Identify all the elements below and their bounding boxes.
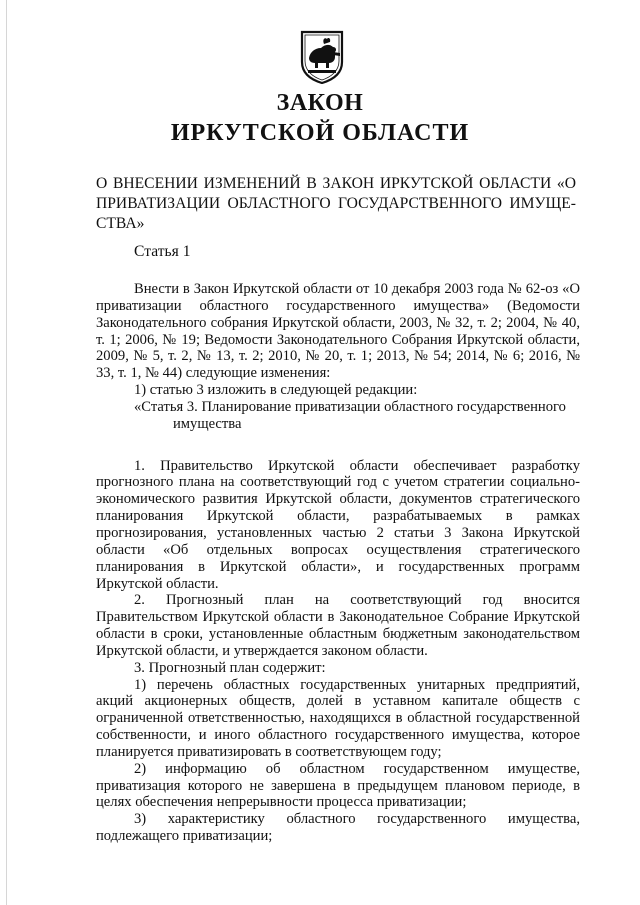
law-title-line2: ИРКУТСКОЙ ОБЛАСТИ bbox=[170, 120, 470, 146]
new-article-heading: «Статья 3. Планирование приватизации областного государственного bbox=[134, 398, 566, 415]
paragraph-2: 2. Прогнозный план на соответствующий год вносится Правительством Иркутской области в Законодательное Собрание Иркутской области в сроки, установленные областным бюджетным законодательством Иркутской области, и утверждается законом области. bbox=[96, 592, 580, 659]
paragraph-3-item-3: 3) характеристику областного государственного имущества, подлежащего приватизации; bbox=[96, 811, 580, 845]
new-article-heading-cont: имущества bbox=[173, 415, 242, 432]
paragraph-3-item-2: 2) информацию об областном государственном имуществе, приватизация которого не завершена в предыдущем плановом периоде, в целях обеспечения непрерывности процесса приватизации; bbox=[96, 760, 580, 811]
amendment-item-1: 1) статью 3 изложить в следующей редакции: bbox=[134, 382, 418, 399]
article-number: Статья 1 bbox=[134, 243, 191, 260]
law-subject: О ВНЕСЕНИИ ИЗМЕНЕНИЙ В ЗАКОН ИРКУТСКОЙ ОБЛАСТИ «О ПРИВАТИЗАЦИИ ОБЛАСТНОГО ГОСУДАРСТВЕННОГО ИМУЩЕ-СТВА» bbox=[96, 175, 576, 232]
article-body bbox=[96, 281, 580, 845]
coat-of-arms-icon bbox=[300, 30, 344, 84]
paragraph-3-item-1: 1) перечень областных государственных унитарных предприятий, акций акционерных обществ, долей в уставном капитале обществ с ограниченной ответственностью, находящихся в областной государственной собственности, и иного областного государственного имущества, которое планируется приватизировать в соответствующем году; bbox=[96, 676, 580, 760]
law-title-line1: ЗАКОН bbox=[276, 90, 364, 116]
intro-paragraph: Внести в Закон Иркутской области от 10 декабря 2003 года № 62-оз «О приватизации областного государственного имущества» (Ведомости Законодательного собрания Иркутской области, 2003, № 32, т. 2; 2004, № 40, т. 1; 2006, № 19; Ведомости Законодательного Собрания Иркутской области, 2009, № 5, т. 2, № 13, т. 2; 2010, № 20, т. 1; 2013, № 54; 2014, № 6; 2016, № 33, т. 1, № 44) следующие изменения: bbox=[96, 281, 580, 382]
paragraph-3: 3. Прогнозный план содержит: bbox=[134, 659, 326, 676]
paragraph-1: 1. Правительство Иркутской области обеспечивает разработку прогнозного плана на соответствующий год с учетом стратегии социально-экономического развития Иркутской области, документов стратегического планирования Иркутской области, разрабатываемых в рамках прогнозирования, установленных частью 2 статьи 3 Закона Иркутской области «Об отдельных вопросах осуществления стратегического планирования в Иркутской области», и государственных программ Иркутской области. bbox=[96, 457, 580, 592]
